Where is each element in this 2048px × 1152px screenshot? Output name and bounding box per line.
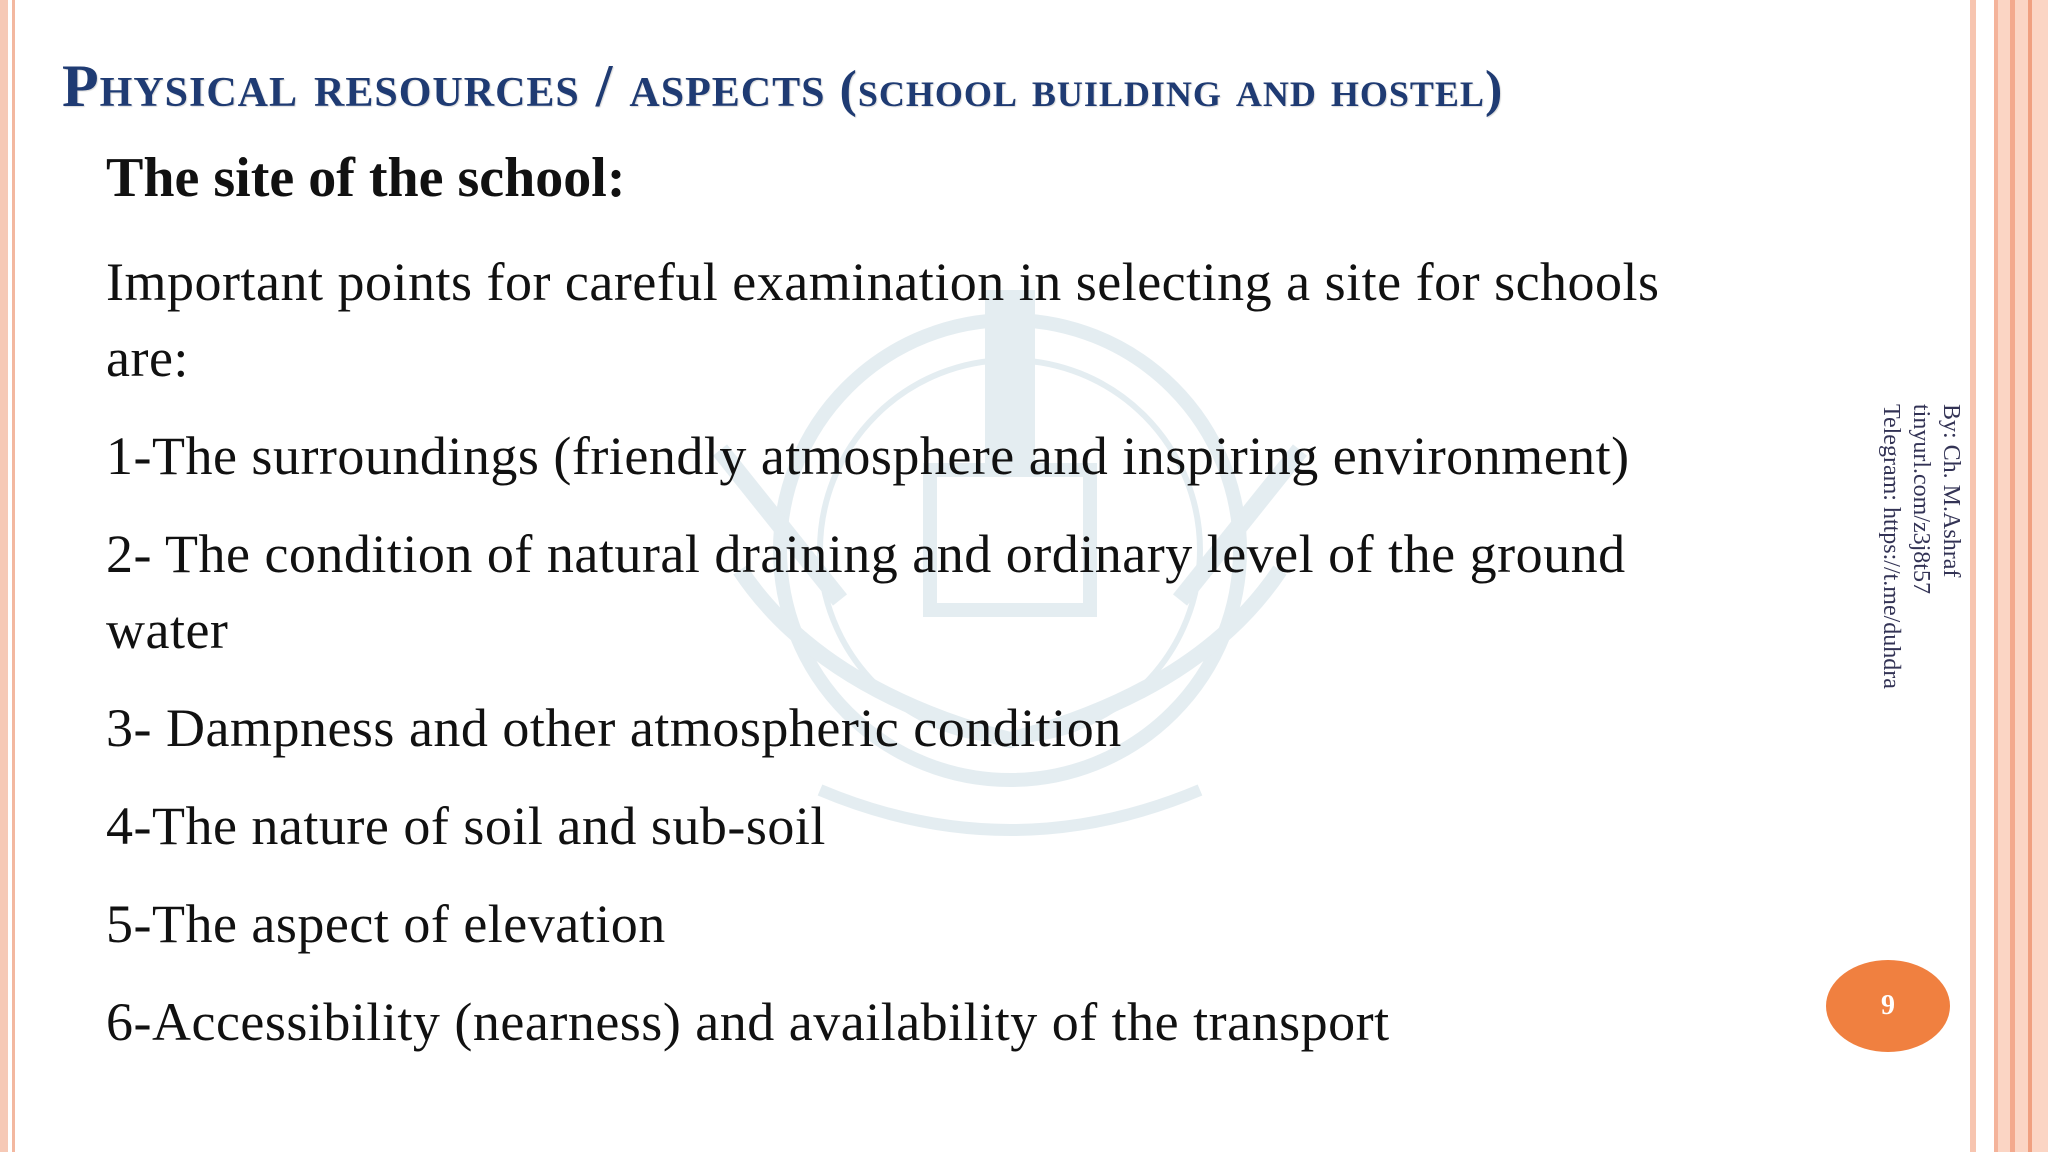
left-decorative-border (0, 0, 22, 1152)
right-stripe (2010, 0, 2015, 1152)
point-item: 6-Accessibility (nearness) and availability of the transport (106, 992, 1390, 1052)
right-decorative-border (1966, 0, 2048, 1152)
point-item: 5-The aspect of elevation (106, 894, 666, 954)
page-number: 9 (1881, 990, 1895, 1021)
credit-author: By: Ch. M.Ashraf (1938, 404, 1964, 578)
title-main: Physical resources / aspects (62, 53, 826, 119)
slide-title (62, 52, 1503, 121)
section-heading: The site of the school: (106, 147, 626, 209)
credit-link: tinyurl.com/z3j8t57 (1908, 404, 1934, 594)
credit-telegram: Telegram: https://t.me/duhdra (1878, 404, 1904, 689)
point-item: 3- Dampness and other atmospheric condition (106, 698, 1122, 758)
intro-text: Important points for careful examination in selecting a site for schools are: (106, 252, 1660, 388)
right-stripe-outer (2028, 0, 2032, 1152)
point-item: 2- The condition of natural draining and ordinary level of the ground water (106, 524, 1626, 660)
point-item: 1-The surroundings (friendly atmosphere and inspiring environment) (106, 426, 1630, 486)
point-item: 4-The nature of soil and sub-soil (106, 796, 826, 856)
title-sub: (school building and hostel) (825, 61, 1504, 118)
slide-content (106, 140, 1726, 1082)
page-number-badge (1826, 960, 1950, 1052)
author-credit (1876, 404, 1966, 784)
